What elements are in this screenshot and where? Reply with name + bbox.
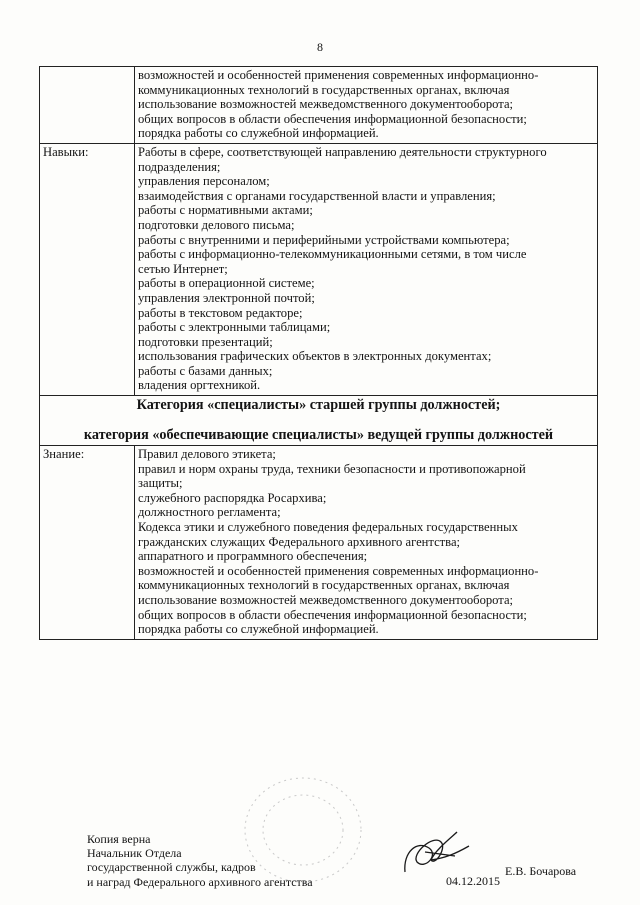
signature-date: 04.12.2015	[446, 874, 500, 888]
text-line: Правил делового этикета;	[138, 447, 276, 462]
text-line: государственной службы, кадров	[87, 860, 256, 875]
text-line: служебного распорядка Росархива;	[138, 490, 327, 505]
text-line: работы с внутренними и периферийными устройствами компьютера;	[138, 232, 510, 247]
text-line: правил и норм охраны труда, техники безопасности и противопожарной	[138, 461, 526, 476]
category-header	[40, 396, 598, 446]
text-line: защиты;	[138, 476, 183, 491]
continuation-cell	[135, 67, 598, 144]
text-line: общих вопросов в области обеспечения информационной безопасности;	[138, 607, 527, 622]
text-line: коммуникационных технологий в государственных органах, включая	[138, 578, 510, 593]
text-line: коммуникационных технологий в государственных органах, включая	[138, 82, 510, 97]
text-line: общих вопросов в области обеспечения информационной безопасности;	[138, 111, 527, 126]
table-row	[40, 396, 598, 446]
empty-label-cell	[40, 67, 135, 144]
requirements-table	[39, 66, 598, 640]
text-line: использования графических объектов в электронных документах;	[138, 349, 492, 364]
signer-name: Е.В. Бочарова	[505, 864, 577, 878]
text-line: должностного регламента;	[138, 505, 281, 520]
text-line: Работы в сфере, соответствующей направлению деятельности структурного	[138, 144, 547, 159]
text-line: возможностей и особенностей применения современных информационно-	[138, 68, 539, 82]
skills-label: Навыки:	[40, 143, 135, 395]
knowledge-cell	[135, 446, 598, 640]
text-line: работы в текстовом редакторе;	[138, 305, 303, 320]
page-number: 8	[317, 40, 323, 54]
text-line: управления персоналом;	[138, 174, 270, 189]
text-line: порядка работы со служебной информацией.	[138, 126, 379, 141]
table-row	[40, 67, 598, 144]
text-line: управления электронной почтой;	[138, 290, 315, 305]
certification-block	[87, 832, 313, 889]
text-line: работы с базами данных;	[138, 363, 273, 378]
text-line: сетью Интернет;	[138, 261, 228, 276]
category-line-2: категория «обеспечивающие специалисты» ведущей группы должностей	[83, 427, 554, 444]
text-line: Копия верна	[87, 832, 151, 846]
table-row	[40, 143, 598, 395]
text-line: порядка работы со служебной информацией.	[138, 622, 379, 637]
skills-cell	[135, 143, 598, 395]
knowledge-label: Знание:	[40, 446, 135, 640]
signature-icon	[395, 822, 475, 882]
category-line-1: Категория «специалисты» старшей группы должностей;	[136, 397, 501, 414]
text-line: использование возможностей межведомственного документооборота;	[138, 97, 514, 112]
text-line: работы с электронными таблицами;	[138, 320, 331, 335]
text-line: аппаратного и программного обеспечения;	[138, 549, 368, 564]
text-line: гражданских служащих Федерального архивного агентства;	[138, 534, 461, 549]
text-line: работы в операционной системе;	[138, 276, 315, 291]
text-line: использование возможностей межведомственного документооборота;	[138, 593, 514, 607]
text-line: и наград Федерального архивного агентства	[87, 874, 313, 889]
text-line: работы с нормативными актами;	[138, 203, 313, 218]
text-line: подготовки презентаций;	[138, 334, 273, 349]
text-line: подготовки делового письма;	[138, 217, 295, 232]
table-row	[40, 446, 598, 640]
text-line: Начальник Отдела	[87, 846, 182, 861]
text-line: работы с информационно-телекоммуникационными сетями, в том числе	[138, 247, 527, 262]
text-line: Кодекса этики и служебного поведения федеральных государственных	[138, 520, 518, 535]
text-line: подразделения;	[138, 159, 221, 174]
text-line: возможностей и особенностей применения современных информационно-	[138, 563, 539, 578]
text-line: взаимодействия с органами государственной власти и управления;	[138, 188, 496, 203]
text-line: владения оргтехникой.	[138, 378, 261, 393]
